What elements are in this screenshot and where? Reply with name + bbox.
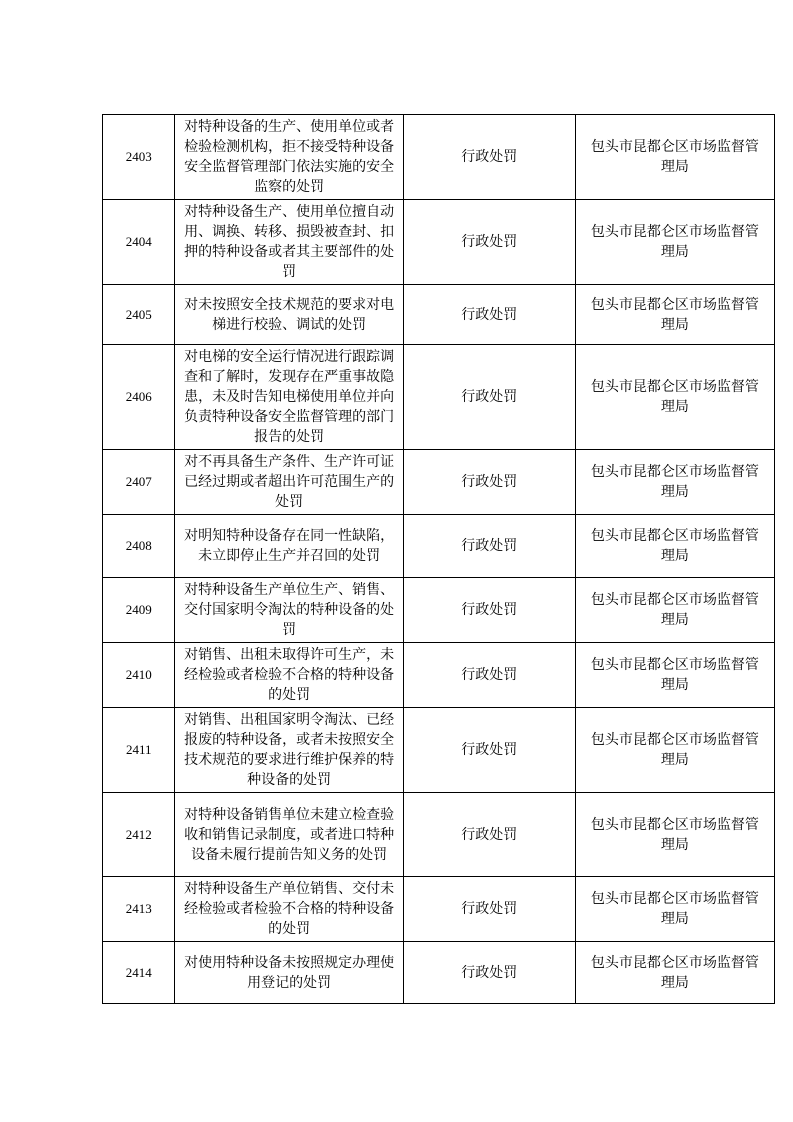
item-dept: 包头市昆都仑区市场监督管理局 — [575, 578, 774, 643]
item-type: 行政处罚 — [403, 942, 575, 1004]
item-type: 行政处罚 — [403, 793, 575, 877]
item-type: 行政处罚 — [403, 115, 575, 200]
item-name: 对销售、出租未取得许可生产，未经检验或者检验不合格的特种设备的处罚 — [175, 643, 403, 708]
item-type: 行政处罚 — [403, 708, 575, 793]
item-dept: 包头市昆都仑区市场监督管理局 — [575, 450, 774, 515]
item-name: 对不再具备生产条件、生产许可证已经过期或者超出许可范围生产的处罚 — [175, 450, 403, 515]
item-dept: 包头市昆都仑区市场监督管理局 — [575, 877, 774, 942]
item-dept: 包头市昆都仑区市场监督管理局 — [575, 708, 774, 793]
table-row — [103, 942, 775, 1004]
item-name: 对特种设备销售单位未建立检查验收和销售记录制度，或者进口特种设备未履行提前告知义务的处罚 — [175, 793, 403, 877]
item-number: 2403 — [103, 115, 175, 200]
item-name: 对明知特种设备存在同一性缺陷，未立即停止生产并召回的处罚 — [175, 515, 403, 578]
item-number: 2412 — [103, 793, 175, 877]
item-number: 2409 — [103, 578, 175, 643]
item-name: 对特种设备生产、使用单位擅自动用、调换、转移、损毁被查封、扣押的特种设备或者其主要部件的处罚 — [175, 200, 403, 285]
item-number: 2406 — [103, 345, 175, 450]
item-number: 2414 — [103, 942, 175, 1004]
item-dept: 包头市昆都仑区市场监督管理局 — [575, 515, 774, 578]
table-row — [103, 877, 775, 942]
table-row — [103, 643, 775, 708]
table-row — [103, 200, 775, 285]
item-number: 2408 — [103, 515, 175, 578]
item-number: 2404 — [103, 200, 175, 285]
item-type: 行政处罚 — [403, 450, 575, 515]
item-type: 行政处罚 — [403, 643, 575, 708]
item-type: 行政处罚 — [403, 345, 575, 450]
table-row — [103, 578, 775, 643]
table-row — [103, 115, 775, 200]
table-row — [103, 285, 775, 345]
item-name: 对销售、出租国家明令淘汰、已经报废的特种设备，或者未按照安全技术规范的要求进行维护保养的特种设备的处罚 — [175, 708, 403, 793]
item-number: 2405 — [103, 285, 175, 345]
item-number: 2413 — [103, 877, 175, 942]
table-row — [103, 793, 775, 877]
item-type: 行政处罚 — [403, 285, 575, 345]
item-number: 2411 — [103, 708, 175, 793]
item-dept: 包头市昆都仑区市场监督管理局 — [575, 115, 774, 200]
item-name: 对特种设备的生产、使用单位或者检验检测机构，拒不接受特种设备安全监督管理部门依法实施的安全监察的处罚 — [175, 115, 403, 200]
table-row — [103, 345, 775, 450]
item-dept: 包头市昆都仑区市场监督管理局 — [575, 643, 774, 708]
item-dept: 包头市昆都仑区市场监督管理局 — [575, 285, 774, 345]
item-name: 对使用特种设备未按照规定办理使用登记的处罚 — [175, 942, 403, 1004]
item-type: 行政处罚 — [403, 515, 575, 578]
item-number: 2410 — [103, 643, 175, 708]
item-dept: 包头市昆都仑区市场监督管理局 — [575, 942, 774, 1004]
item-name: 对特种设备生产单位生产、销售、交付国家明令淘汰的特种设备的处罚 — [175, 578, 403, 643]
table-row — [103, 515, 775, 578]
table-body — [103, 115, 775, 1004]
item-type: 行政处罚 — [403, 200, 575, 285]
item-name: 对特种设备生产单位销售、交付未经检验或者检验不合格的特种设备的处罚 — [175, 877, 403, 942]
item-name: 对未按照安全技术规范的要求对电梯进行校验、调试的处罚 — [175, 285, 403, 345]
item-type: 行政处罚 — [403, 578, 575, 643]
penalty-table — [102, 114, 775, 1004]
item-type: 行政处罚 — [403, 877, 575, 942]
item-dept: 包头市昆都仑区市场监督管理局 — [575, 200, 774, 285]
item-number: 2407 — [103, 450, 175, 515]
item-name: 对电梯的安全运行情况进行跟踪调查和了解时，发现存在严重事故隐患，未及时告知电梯使用单位并向负责特种设备安全监督管理的部门报告的处罚 — [175, 345, 403, 450]
item-dept: 包头市昆都仑区市场监督管理局 — [575, 793, 774, 877]
item-dept: 包头市昆都仑区市场监督管理局 — [575, 345, 774, 450]
table-row — [103, 450, 775, 515]
table-row — [103, 708, 775, 793]
